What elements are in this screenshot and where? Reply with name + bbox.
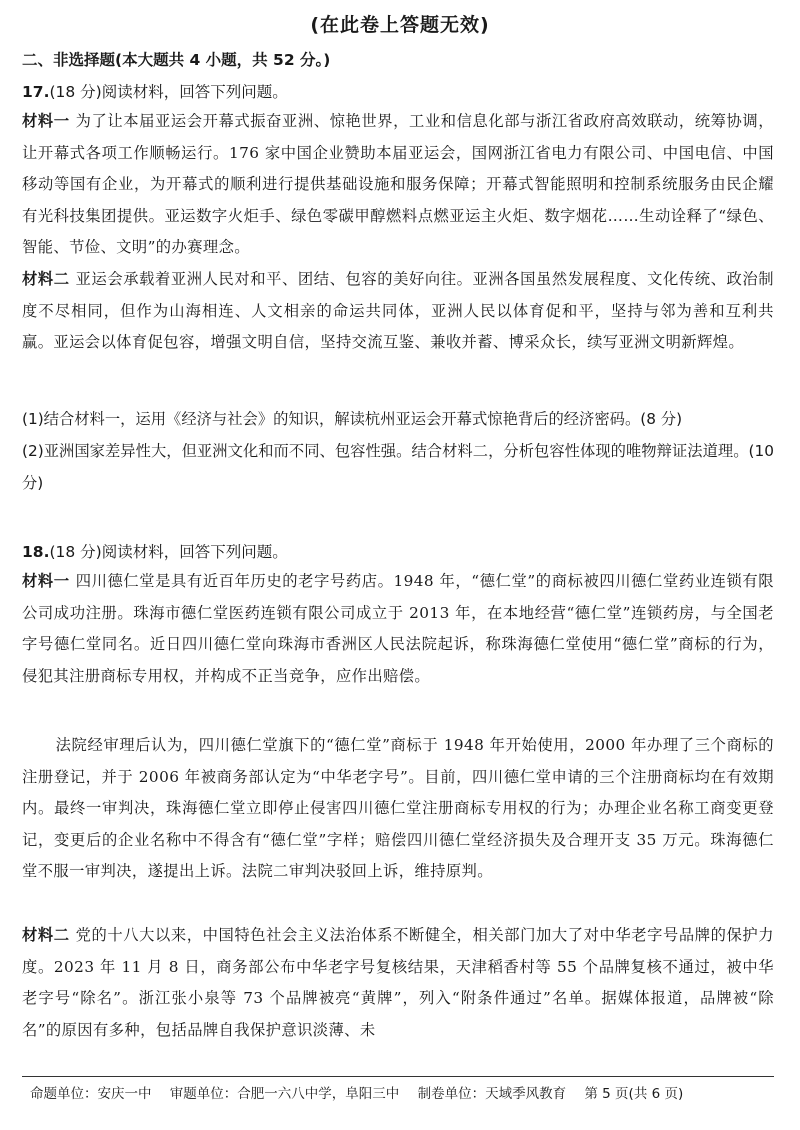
q18-material-2-text: 党的十八大以来，中国特色社会主义法治体系不断健全，相关部门加大了对中华老字号品牌的保护力度。2023 年 11 月 8 日，商务部公布中华老字号复核结果，天津稻香村等 55 个品牌复核不通过，被中华老字号“除名”。浙江张小泉等 73 个品牌被亮“黄牌”，列入“附条件通过”名单。据媒体报道，品牌被“除名”的原因有多种，包括品牌自我保护意识淡薄、未 [22, 926, 775, 1039]
page-footer [30, 1082, 774, 1102]
question-18-title [22, 540, 288, 562]
section-heading: 二、非选择题(本大题共 4 小题，共 52 分。) [22, 51, 331, 69]
question-18-instruction: (18 分)阅读材料，回答下列问题。 [49, 543, 288, 561]
question-17-number: 17. [22, 83, 50, 101]
q18-material-1-text: 四川德仁堂是具有近百年历史的老字号药店。1948 年，“德仁堂”的商标被四川德仁堂药业连锁有限公司成功注册。珠海市德仁堂医药连锁有限公司成立于 2013 年，在本地经营“德仁堂”连锁药房，与全国老字号德仁堂同名。近日四川德仁堂向珠海市香洲区人民法院起诉，称珠海德仁堂使用“德仁堂”商标的行为，侵犯其注册商标专用权，并构成不正当竞争，应作出赔偿。 [22, 572, 774, 685]
q17-material-2-text: 亚运会承载着亚洲人民对和平、团结、包容的美好向往。亚洲各国虽然发展程度、文化传统、政治制度不尽相同，但作为山海相连、人文相亲的命运共同体，亚洲人民以体育促和平，坚持与邻为善和互利共赢。亚运会以体育促包容，增强文明自信，坚持交流互鉴、兼收并蓄、博采众长，续写亚洲文明新辉煌。 [22, 270, 775, 351]
q17-task-1: (1)结合材料一，运用《经济与社会》的知识，解读杭州亚运会开幕式惊艳背后的经济密码。(8 分) [22, 410, 683, 428]
footer-review-unit: 审题单位：合肥一六八中学，阜阳三中 [169, 1086, 400, 1102]
q17-material-1-text: 为了让本届亚运会开幕式振奋亚洲、惊艳世界，工业和信息化部与浙江省政府高效联动，统筹协调，让开幕式各项工作顺畅运行。176 家中国企业赞助本届亚运会，国网浙江省电力有限公司、中国电信、中国移动等国有企业，为开幕式的顺利进行提供基础设施和服务保障；开幕式智能照明和控制系统服务由民企耀有光科技集团提供。亚运数字火炬手、绿色零碳甲醇燃料点燃亚运主火炬、数字烟花……生动诠释了“绿色、智能、节俭、文明”的办赛理念。 [22, 112, 775, 256]
header-note: (在此卷上答题无效) [310, 14, 490, 36]
question-17-title [22, 80, 288, 102]
q17-material-1 [22, 106, 774, 264]
q17-material-2 [22, 264, 774, 359]
question-17-instruction: (18 分)阅读材料，回答下列问题。 [49, 83, 288, 101]
q17-material-1-label: 材料一 [22, 112, 70, 130]
q18-material-2 [22, 920, 774, 1046]
q18-material-2-label: 材料二 [22, 926, 70, 944]
q18-material-1-label: 材料一 [22, 572, 70, 590]
footer-author-unit: 命题单位：安庆一中 [30, 1086, 152, 1102]
q17-task-2: (2)亚洲国家差异性大，但亚洲文化和而不同、包容性强。结合材料二，分析包容性体现的唯物辩证法道理。(10 分) [22, 442, 774, 492]
q17-material-2-label: 材料二 [22, 270, 70, 288]
q18-material-1-paragraph-2: 法院经审理后认为，四川德仁堂旗下的“德仁堂”商标于 1948 年开始使用，2000 年办理了三个商标的注册登记，并于 2006 年被商务部认定为“中华老字号”。目前，四川德仁堂申请的三个注册商标均在有效期内。最终一审判决，珠海德仁堂立即停止侵害四川德仁堂注册商标专用权的行为；办理企业名称工商变更登记，变更后的企业名称中不得含有“德仁堂”字样；赔偿四川德仁堂经济损失及合理开支 35 万元。珠海德仁堂不服一审判决，遂提出上诉。法院二审判决驳回上诉，维持原判。 [22, 736, 774, 880]
footer-page-info: 第 5 页(共 6 页) [584, 1086, 684, 1102]
footer-divider [22, 1076, 774, 1077]
q18-material-1 [22, 566, 774, 692]
question-18-number: 18. [22, 543, 50, 561]
footer-print-unit: 制卷单位：天域季风教育 [417, 1086, 567, 1102]
